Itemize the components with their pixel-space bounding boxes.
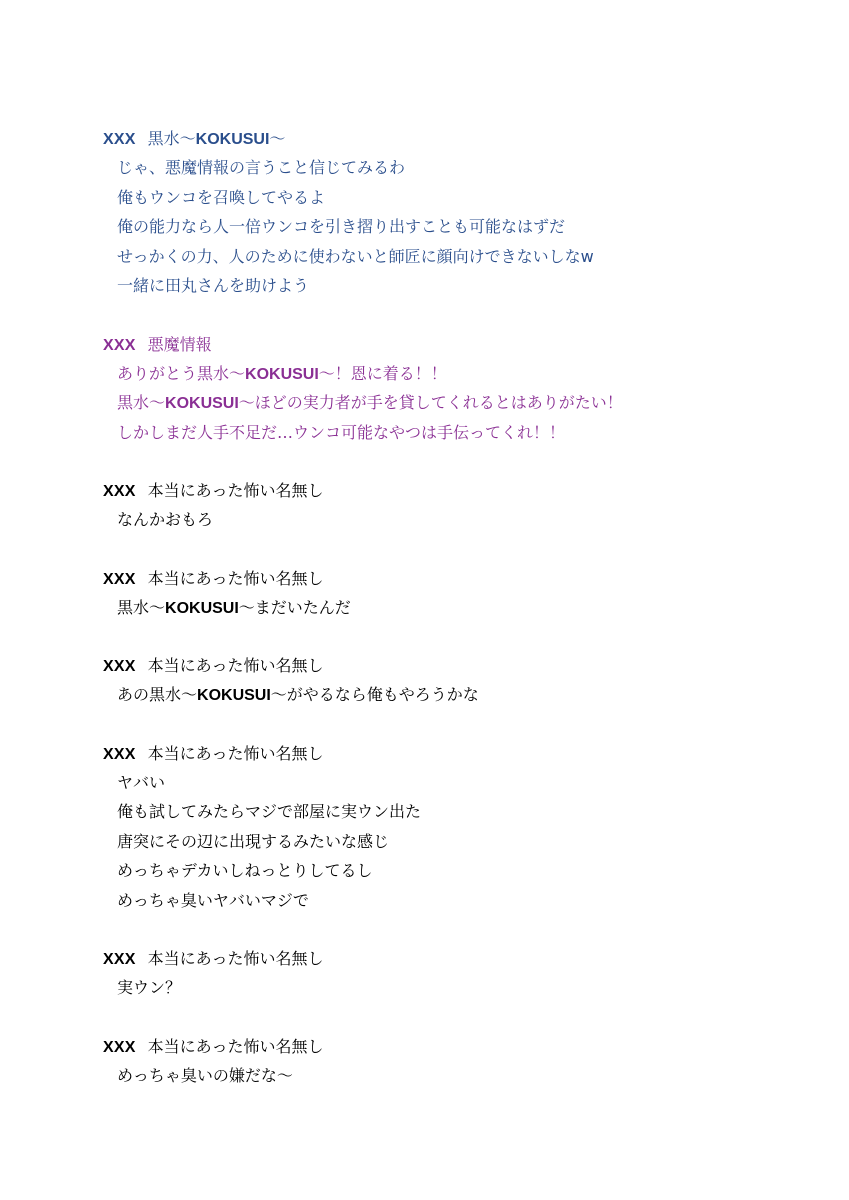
post-line-text: 〜ほどの実力者が手を貸してくれるとはありがたい！	[238, 393, 623, 412]
post-akuma-jouhou	[103, 330, 803, 448]
post-line-text: 黒水〜	[117, 597, 166, 617]
post-line: めっちゃ臭いヤバいマジで	[117, 890, 309, 910]
post-anonymous	[103, 476, 803, 535]
poster-name: 本当にあった怖い名無し	[147, 743, 324, 763]
post-id: XXX	[103, 658, 136, 675]
post-line: せっかくの力、人のために使わないと師匠に顔向けできないしなw	[117, 246, 594, 266]
post-line-text: 黒水〜	[117, 393, 166, 412]
post-id: XXX	[103, 745, 136, 763]
thread	[103, 124, 803, 1090]
post-line-bold: KOKUSUI	[245, 365, 319, 383]
poster-name: 本当にあった怖い名無し	[147, 1036, 324, 1056]
post-id: XXX	[103, 1038, 136, 1056]
post-id: XXX	[103, 131, 136, 148]
post-line: じゃ、悪魔情報の言うこと信じてみるわ	[117, 158, 406, 177]
post-line: めっちゃ臭いの嫌だな〜	[117, 1065, 293, 1085]
poster-name: 本当にあった怖い名無し	[147, 656, 324, 675]
poster-name	[148, 129, 286, 148]
post-id: XXX	[103, 951, 136, 968]
post-line-text: 〜！恩に着る！！	[318, 363, 447, 383]
post-line: 唐突にその辺に出現するみたいな感じ	[117, 831, 390, 851]
post-line-bold: KOKUSUI	[165, 599, 239, 617]
poster-name: 悪魔情報	[147, 334, 212, 354]
poster-name-suffix: 〜	[269, 129, 286, 148]
post-line	[103, 388, 803, 418]
post-anonymous	[103, 651, 803, 710]
post-header	[103, 1032, 803, 1061]
post-line: 俺も試してみたらマジで部屋に実ウン出た	[117, 802, 422, 821]
post-header	[103, 564, 803, 593]
post-line-text: 〜まだいたんだ	[238, 597, 351, 617]
poster-name: 本当にあった怖い名無し	[147, 949, 324, 968]
post-header	[103, 124, 803, 153]
post-line: 俺もウンコを召喚してやるよ	[117, 187, 326, 207]
post-line-bold: KOKUSUI	[197, 687, 271, 704]
post-line: ヤバい	[117, 772, 166, 792]
post-line-bold: KOKUSUI	[165, 395, 239, 412]
post-header	[103, 330, 803, 359]
poster-name-prefix: 黒水〜	[147, 129, 196, 148]
post-anonymous	[103, 739, 803, 916]
post-anonymous	[103, 564, 803, 623]
post-header	[103, 476, 803, 505]
post-id: XXX	[103, 336, 136, 354]
post-id: XXX	[103, 570, 136, 588]
post-line-text: 〜がやるなら俺もやろうかな	[270, 685, 479, 704]
post-line	[103, 359, 803, 389]
post-anonymous	[103, 944, 803, 1003]
post-line: 俺の能力なら人一倍ウンコを引き摺り出すことも可能なはずだ	[117, 217, 566, 236]
post-line: 一緒に田丸さんを助けよう	[117, 276, 310, 295]
poster-name: 本当にあった怖い名無し	[147, 568, 324, 588]
post-header	[103, 739, 803, 768]
post-line: めっちゃデカいしねっとりしてるし	[117, 861, 373, 880]
post-anonymous	[103, 1032, 803, 1091]
poster-name-bold: KOKUSUI	[195, 131, 270, 148]
post-line: なんかおもろ	[117, 510, 214, 529]
post-line	[103, 593, 803, 623]
post-line-text: ありがとう黒水〜	[117, 363, 246, 383]
poster-name: 本当にあった怖い名無し	[147, 481, 324, 500]
post-header	[103, 944, 803, 973]
post-id: XXX	[103, 483, 136, 500]
post-header	[103, 651, 803, 680]
post-line: 実ウン？	[117, 978, 182, 997]
post-line	[103, 680, 803, 710]
post-line: しかしまだ人手不足だ…ウンコ可能なやつは手伝ってくれ！！	[117, 422, 566, 442]
post-line-text: あの黒水〜	[117, 685, 198, 704]
post-kokusui	[103, 124, 803, 301]
